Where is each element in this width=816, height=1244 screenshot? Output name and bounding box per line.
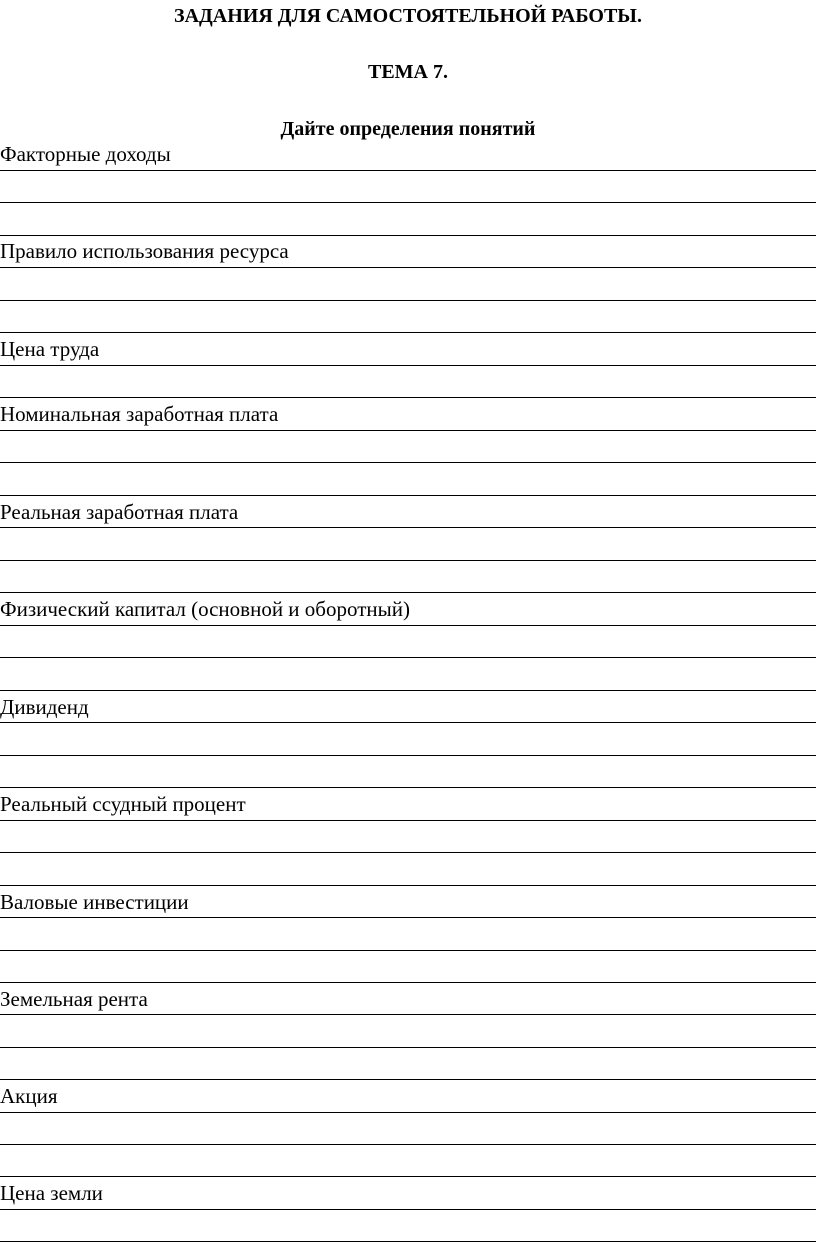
answer-line[interactable] <box>0 787 816 788</box>
answer-line[interactable] <box>0 657 816 658</box>
answer-line[interactable] <box>0 625 816 626</box>
answer-line[interactable] <box>0 885 816 886</box>
answer-line[interactable] <box>0 1014 816 1015</box>
term-label: Цена труда <box>0 337 100 361</box>
term-label: Правило использования ресурса <box>0 239 289 263</box>
answer-line[interactable] <box>0 755 816 756</box>
answer-line[interactable] <box>0 1047 816 1048</box>
answer-line[interactable] <box>0 690 816 691</box>
answer-line[interactable] <box>0 592 816 593</box>
answer-line[interactable] <box>0 300 816 301</box>
answer-line[interactable] <box>0 722 816 723</box>
answer-line[interactable] <box>0 1144 816 1145</box>
answer-line[interactable] <box>0 982 816 983</box>
answer-line[interactable] <box>0 1176 816 1177</box>
answer-line[interactable] <box>0 820 816 821</box>
answer-line[interactable] <box>0 560 816 561</box>
term-label: Цена земли <box>0 1181 103 1205</box>
answer-line[interactable] <box>0 365 816 366</box>
topic-number: ТЕМА 7. <box>368 61 448 83</box>
answer-line[interactable] <box>0 1079 816 1080</box>
answer-line[interactable] <box>0 495 816 496</box>
answer-line[interactable] <box>0 332 816 333</box>
answer-line[interactable] <box>0 1209 816 1210</box>
answer-line[interactable] <box>0 527 816 528</box>
answer-line[interactable] <box>0 397 816 398</box>
term-label: Физический капитал (основной и оборотный) <box>0 597 410 621</box>
answer-line[interactable] <box>0 852 816 853</box>
worksheet-title: ЗАДАНИЯ ДЛЯ САМОСТОЯТЕЛЬНОЙ РАБОТЫ. <box>174 5 642 27</box>
term-label: Земельная рента <box>0 987 148 1011</box>
answer-line[interactable] <box>0 267 816 268</box>
task-instruction: Дайте определения понятий <box>280 118 536 140</box>
answer-line[interactable] <box>0 1112 816 1113</box>
answer-line[interactable] <box>0 235 816 236</box>
term-label: Акция <box>0 1084 58 1108</box>
answer-line[interactable] <box>0 202 816 203</box>
answer-line[interactable] <box>0 170 816 171</box>
answer-line[interactable] <box>0 462 816 463</box>
term-label: Реальная заработная плата <box>0 500 239 524</box>
term-label: Дивиденд <box>0 695 89 719</box>
answer-line[interactable] <box>0 1241 816 1242</box>
answer-line[interactable] <box>0 950 816 951</box>
answer-line[interactable] <box>0 917 816 918</box>
term-label: Валовые инвестиции <box>0 890 189 914</box>
term-label: Факторные доходы <box>0 142 171 166</box>
answer-line[interactable] <box>0 430 816 431</box>
term-label: Номинальная заработная плата <box>0 402 279 426</box>
term-label: Реальный ссудный процент <box>0 792 246 816</box>
